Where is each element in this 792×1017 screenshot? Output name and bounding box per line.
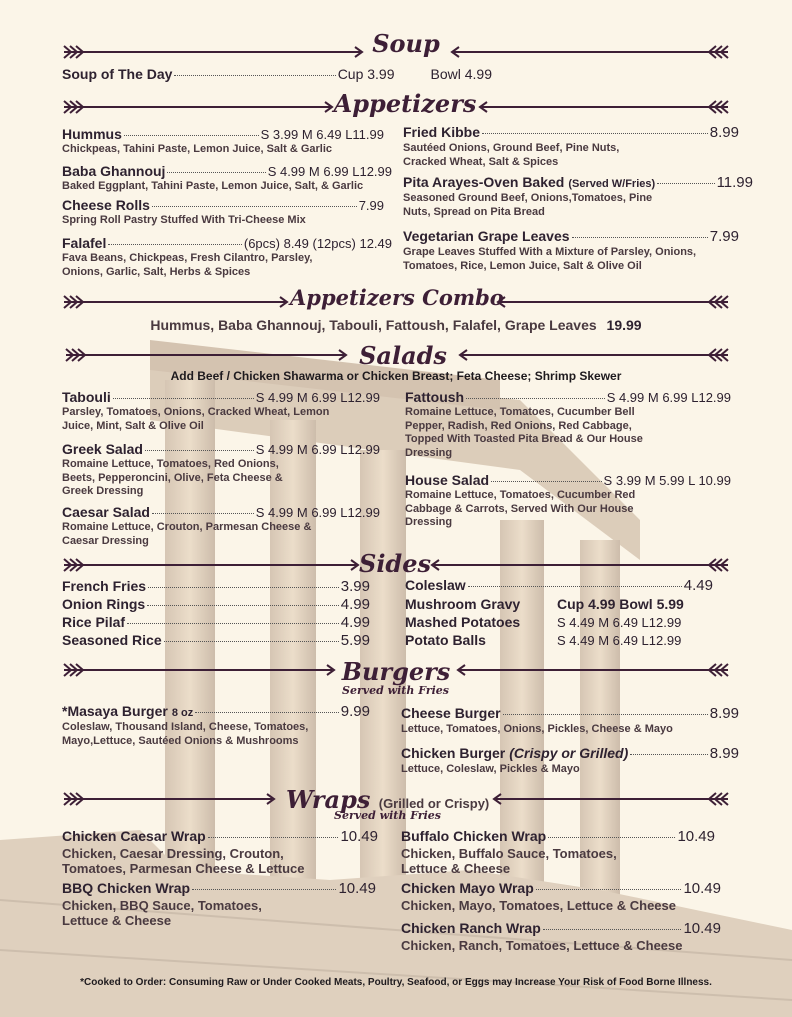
leader-dots (548, 837, 675, 838)
item-name: *Masaya Burger (62, 703, 168, 719)
item-name: Baba Ghannouj (62, 163, 166, 179)
item-price: 10.49 (338, 880, 376, 897)
item-name: Falafel (62, 235, 107, 251)
leader-dots (195, 712, 339, 713)
item-name: Caesar Salad (62, 504, 150, 520)
leader-dots (468, 586, 682, 587)
menu-item (62, 614, 370, 631)
menu-item (405, 596, 713, 612)
item-price: S 4.99 M 6.99 L12.99 (255, 505, 380, 520)
menu-item (62, 880, 376, 928)
burgers-title: Burgers (341, 657, 451, 686)
item-name: Greek Salad (62, 441, 143, 457)
item-price: 7.99 (709, 228, 739, 245)
item-description: Baked Eggplant, Tahini Paste, Lemon Juice, Salt, & Garlic (62, 180, 364, 192)
item-name: Fried Kibbe (403, 124, 481, 140)
item-name: Potato Balls (405, 632, 486, 648)
soup-header (60, 30, 732, 60)
appetizers-title: Appetizers (333, 89, 477, 118)
leader-dots (503, 714, 708, 715)
item-description: Grape Leaves Stuffed With a Mixture of Parsley, Onions, Tomatoes, Rice, Lemon Juice, Salt & Olive Oil (403, 246, 697, 272)
item-name: Fattoush (405, 389, 465, 405)
item-name: Chicken Ranch Wrap (401, 920, 541, 936)
menu-item (62, 596, 370, 613)
item-price: S 4.49 M 6.49 L12.99 (557, 615, 682, 630)
leader-dots (482, 133, 708, 134)
item-name: Buffalo Chicken Wrap (401, 828, 547, 844)
leader-dots (466, 398, 605, 399)
combo-header (60, 284, 732, 314)
item-description: Romaine Lettuce, Crouton, Parmesan Cheese & Caesar Dressing (62, 521, 312, 547)
item-name: Coleslaw (405, 577, 466, 593)
item-size: 8 oz (171, 707, 194, 719)
menu-item (401, 920, 721, 953)
menu-item (62, 504, 380, 548)
item-name: Onion Rings (62, 596, 146, 612)
menu-item (62, 163, 392, 194)
menu-item (405, 614, 713, 630)
item-description: Parsley, Tomatoes, Onions, Cracked Wheat, Lemon Juice, Mint, Salt & Olive Oil (62, 406, 330, 432)
item-name: Tabouli (62, 389, 111, 405)
leader-dots (491, 481, 602, 482)
soup-item (62, 66, 492, 82)
item-description: Chicken, Ranch, Tomatoes, Lettuce & Cheese (401, 938, 683, 953)
leader-dots (127, 623, 339, 624)
menu-item (403, 228, 739, 273)
soup-title: Soup (372, 29, 440, 58)
item-name: Rice Pilaf (62, 614, 126, 630)
salads-header (60, 342, 732, 372)
leader-dots (147, 605, 339, 606)
leader-dots (108, 244, 242, 245)
item-description: Romaine Lettuce, Tomatoes, Cucumber Red Cabbage & Carrots, Served With Our House Dressing (405, 489, 636, 528)
leader-dots (167, 172, 265, 173)
item-description: Romaine Lettuce, Tomatoes, Red Onions, Beets, Pepperoncini, Olive, Feta Cheese & Greek Dressing (62, 458, 283, 497)
wraps-subtitle: Served with Fries (334, 809, 441, 822)
item-price: 5.99 (340, 632, 370, 649)
leader-dots (145, 450, 254, 451)
item-note: (Crispy or Grilled) (509, 745, 629, 761)
menu-item (401, 880, 721, 913)
menu-item (401, 828, 715, 876)
menu-item (401, 745, 739, 777)
salads-title: Salads (359, 341, 447, 370)
item-price: S 3.99 M 5.99 L 10.99 (603, 473, 731, 488)
item-price: 10.49 (683, 920, 721, 937)
burgers-subtitle: Served with Fries (342, 684, 449, 697)
item-description: Lettuce, Coleslaw, Pickles & Mayo (401, 763, 580, 775)
menu-item (62, 389, 380, 433)
item-description: Chickpeas, Tahini Paste, Lemon Juice, Salt & Garlic (62, 143, 332, 155)
leader-dots (164, 641, 339, 642)
item-price: 4.99 (340, 614, 370, 631)
item-price-bowl: Bowl 4.99 (430, 66, 492, 82)
combo-items: Hummus, Baba Ghannouj, Tabouli, Fattoush, Falafel, Grape Leaves (150, 317, 597, 333)
item-price: 10.49 (340, 828, 378, 845)
item-price: 7.99 (358, 198, 384, 213)
item-name: Chicken Caesar Wrap (62, 828, 206, 844)
sides-header (60, 550, 732, 580)
menu-item (405, 632, 713, 648)
item-description: Coleslaw, Thousand Island, Cheese, Tomatoes, Mayo,Lettuce, Sautéed Onions & Mushrooms (62, 721, 309, 747)
item-description: Seasoned Ground Beef, Onions,Tomatoes, Pine Nuts, Spread on Pita Bread (403, 192, 653, 218)
leader-dots (543, 929, 682, 930)
item-description: Lettuce, Tomatoes, Onions, Pickles, Cheese & Mayo (401, 723, 673, 735)
wraps-note: (Grilled or Crispy) (378, 796, 490, 811)
item-price: 8.99 (709, 124, 739, 141)
item-price: 10.49 (677, 828, 715, 845)
item-note: (Served W/Fries) (568, 178, 656, 190)
menu-item (405, 577, 713, 594)
item-price: 10.49 (683, 880, 721, 897)
item-description: Sautéed Onions, Ground Beef, Pine Nuts, Cracked Wheat, Salt & Spices (403, 142, 620, 168)
item-name: Chicken Burger (401, 745, 506, 761)
item-price: S 4.99 M 6.99 L12.99 (267, 164, 392, 179)
item-price: 8.99 (709, 745, 739, 762)
leader-dots (174, 75, 335, 76)
wraps-title-text: Wraps (286, 785, 371, 814)
menu-item (62, 828, 378, 876)
item-description: Chicken, Caesar Dressing, Crouton, Tomatoes, Parmesan Cheese & Lettuce (62, 846, 305, 876)
item-price: (6pcs) 8.49 (12pcs) 12.49 (243, 236, 392, 251)
leader-dots (630, 754, 708, 755)
leader-dots (192, 889, 336, 890)
item-price: 4.99 (340, 596, 370, 613)
item-name: Soup of The Day (62, 66, 173, 82)
item-name: Mashed Potatoes (405, 614, 521, 630)
leader-dots (124, 135, 259, 136)
leader-dots (572, 237, 708, 238)
menu-item (62, 126, 384, 157)
item-name: Cheese Rolls (62, 197, 150, 213)
item-name: Cheese Burger (401, 705, 501, 721)
combo-price: 19.99 (606, 317, 642, 333)
item-name: French Fries (62, 578, 147, 594)
menu-item (62, 703, 370, 748)
menu-item (401, 705, 739, 737)
item-description: Chicken, BBQ Sauce, Tomatoes, Lettuce & Cheese (62, 898, 262, 928)
item-price: S 4.99 M 6.99 L12.99 (255, 390, 380, 405)
item-price: S 4.99 M 6.99 L12.99 (606, 390, 731, 405)
menu-item (62, 197, 384, 228)
menu-item (62, 632, 370, 649)
menu-item (403, 124, 739, 169)
menu-item (405, 389, 731, 460)
item-name: House Salad (405, 472, 490, 488)
item-name: BBQ Chicken Wrap (62, 880, 191, 896)
leader-dots (657, 183, 714, 184)
appetizers-header (60, 90, 732, 120)
item-price: S 3.99 M 6.49 L11.99 (260, 127, 384, 142)
item-name: Chicken Mayo Wrap (401, 880, 534, 896)
item-price-cup: Cup 3.99 (337, 66, 395, 82)
item-description: Spring Roll Pastry Stuffed With Tri-Cheese Mix (62, 214, 306, 226)
item-description: Romaine Lettuce, Tomatoes, Cucumber Bell Pepper, Radish, Red Onions, Red Cabbage, Topped With Toasted Pita Bread & Our House Dressing (405, 406, 643, 459)
leader-dots (152, 206, 357, 207)
item-name: Mushroom Gravy (405, 596, 521, 612)
combo-title: Appetizers Combo (290, 285, 504, 310)
item-price: 3.99 (340, 578, 370, 595)
item-name: Seasoned Rice (62, 632, 162, 648)
menu-item (405, 472, 731, 530)
item-price: 4.49 (683, 577, 713, 594)
item-name: Hummus (62, 126, 122, 142)
item-description: Fava Beans, Chickpeas, Fresh Cilantro, Parsley, Onions, Garlic, Salt, Herbs & Spices (62, 252, 313, 278)
menu-item (62, 235, 392, 279)
item-name: Pita Arayes-Oven Baked (403, 174, 565, 190)
menu-item (62, 441, 380, 499)
sides-title: Sides (358, 549, 431, 578)
item-price: 9.99 (340, 703, 370, 720)
salads-addon: Add Beef / Chicken Shawarma or Chicken Breast; Feta Cheese; Shrimp Skewer (170, 369, 622, 383)
item-description: Chicken, Mayo, Tomatoes, Lettuce & Cheese (401, 898, 676, 913)
leader-dots (208, 837, 339, 838)
item-price: S 4.99 M 6.99 L12.99 (255, 442, 380, 457)
leader-dots (113, 398, 254, 399)
footer-disclaimer: *Cooked to Order: Consuming Raw or Under Cooked Meats, Poultry, Seafood, or Eggs may Increase Your Risk of Food Borne Illness. (80, 977, 712, 988)
item-description: Chicken, Buffalo Sauce, Tomatoes, Lettuce & Cheese (401, 846, 617, 876)
item-price: 8.99 (709, 705, 739, 722)
menu-item (62, 578, 370, 595)
combo-line (60, 317, 732, 333)
item-price: 11.99 (716, 174, 753, 191)
item-price: Cup 4.99 Bowl 5.99 (557, 596, 684, 612)
leader-dots (536, 889, 682, 890)
item-price: S 4.49 M 6.49 L12.99 (557, 633, 682, 648)
leader-dots (148, 587, 339, 588)
leader-dots (152, 513, 254, 514)
menu-item (403, 174, 753, 219)
item-name: Vegetarian Grape Leaves (403, 228, 570, 244)
